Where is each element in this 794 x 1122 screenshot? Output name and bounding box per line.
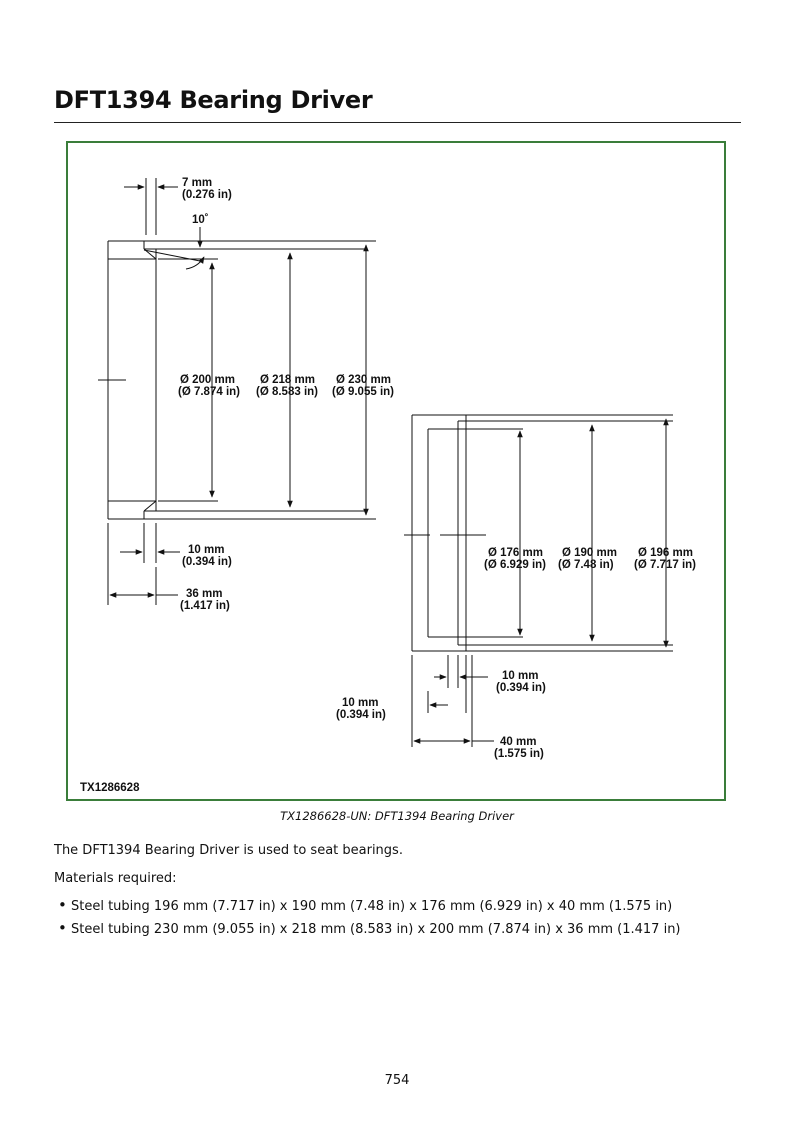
list-item: • Steel tubing 196 mm (7.717 in) x 190 mm (7.48 in) x 176 mm (6.929 in) x 40 mm (1.575 in) [54, 898, 681, 921]
dim-left-d3-mm: Ø 230 mm [336, 374, 391, 386]
dim-right-d3-in: (Ø 7.717 in) [634, 559, 696, 571]
dim-right-d2-mm: Ø 190 mm [562, 547, 617, 559]
dim-right-d1-mm: Ø 176 mm [488, 547, 543, 559]
drawing-canvas [68, 143, 724, 799]
dim-left-wall-mm: 10 mm [188, 544, 225, 556]
dim-left-d1-mm: Ø 200 mm [180, 374, 235, 386]
dim-left-d3-in: (Ø 9.055 in) [332, 386, 394, 398]
dim-right-d1-in: (Ø 6.929 in) [484, 559, 546, 571]
title-divider [54, 122, 741, 123]
materials-heading: Materials required: [54, 871, 177, 886]
dim-right-length-in: (1.575 in) [494, 748, 544, 760]
figure-caption: TX1286628-UN: DFT1394 Bearing Driver [280, 809, 514, 823]
dim-right-wall-a-in: (0.394 in) [496, 682, 546, 694]
dim-right-wall-b-in: (0.394 in) [336, 709, 386, 721]
dim-left-wall-in: (0.394 in) [182, 556, 232, 568]
technical-drawing [66, 141, 726, 801]
intro-text: The DFT1394 Bearing Driver is used to seat bearings. [54, 843, 403, 858]
list-item: • Steel tubing 230 mm (9.055 in) x 218 mm (8.583 in) x 200 mm (7.874 in) x 36 mm (1.417 in) [54, 921, 681, 944]
materials-list [54, 898, 681, 944]
dim-right-length-mm: 40 mm [500, 736, 537, 748]
dim-right-wall-b-mm: 10 mm [342, 697, 379, 709]
dim-left-d2-mm: Ø 218 mm [260, 374, 315, 386]
dim-left-d2-in: (Ø 8.583 in) [256, 386, 318, 398]
figure-id-label: TX1286628 [80, 782, 140, 794]
dim-right-d2-in: (Ø 7.48 in) [558, 559, 614, 571]
dim-top-width-mm: 7 mm [182, 177, 213, 189]
dim-right-d3-mm: Ø 196 mm [638, 547, 693, 559]
right-ring-outline [404, 415, 673, 651]
dim-right-wall-a-mm: 10 mm [502, 670, 539, 682]
dim-angle: 10˚ [192, 214, 209, 226]
dim-left-d1-in: (Ø 7.874 in) [178, 386, 240, 398]
page-number: 754 [384, 1073, 410, 1088]
dim-left-length-mm: 36 mm [186, 588, 223, 600]
dim-left-length-in: (1.417 in) [180, 600, 230, 612]
dim-top-width-in: (0.276 in) [182, 189, 232, 201]
page-title: DFT1394 Bearing Driver [54, 86, 373, 114]
